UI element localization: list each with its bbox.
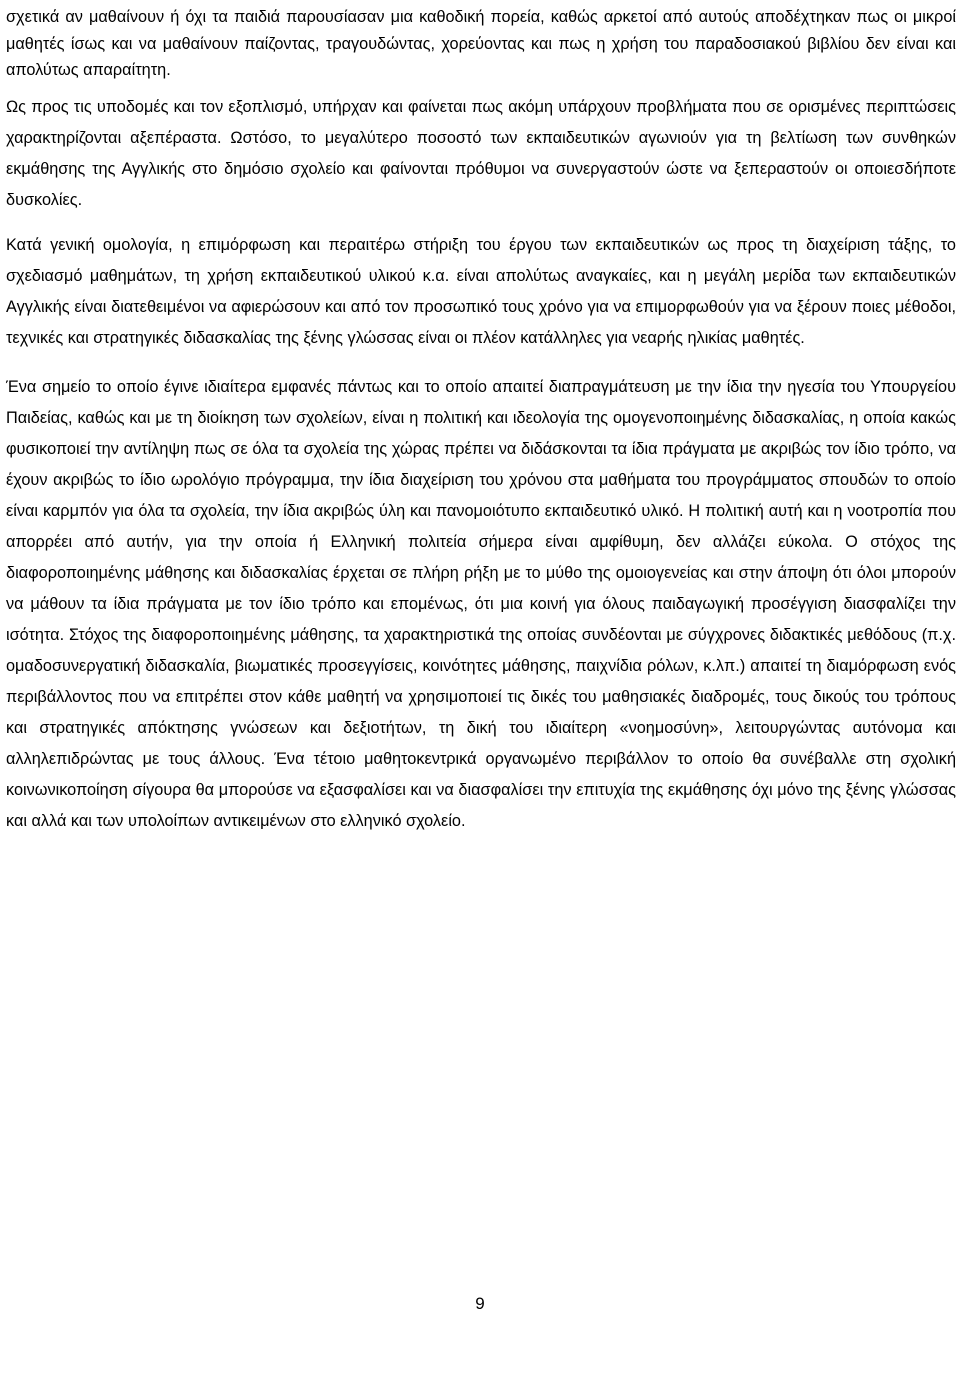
document-page xyxy=(6,4,956,837)
paragraph-2: Ως προς τις υποδομές και τον εξοπλισμό, υπήρχαν και φαίνεται πως ακόμη υπάρχουν προβλήματα που σε ορισμένες περιπτώσεις χαρακτηρίζονται αξεπέραστα. Ωστόσο, το μεγαλύτερο ποσοστό των εκπαιδευτικών αγωνιούν για τη βελτίωση των συνθηκών εκμάθησης της Αγγλικής στο δημόσιο σχολείο και φαίνονται πρόθυμοι να συνεργαστούν ώστε να ξεπεραστούν οι οποιεσδήποτε δυσκολίες. xyxy=(6,97,956,209)
paragraph-1: σχετικά αν μαθαίνουν ή όχι τα παιδιά παρουσίασαν μια καθοδική πορεία, καθώς αρκετοί από αυτούς αποδέχτηκαν πως οι μικροί μαθητές ίσως και να μαθαίνουν παίζοντας, τραγουδώντας, χορεύοντας και πως η χρήση του παραδοσιακού βιβλίου δεν είναι και απολύτως απαραίτητη. xyxy=(6,8,956,79)
paragraph-4: Ένα σημείο το οποίο έγινε ιδιαίτερα εμφανές πάντως και το οποίο απαιτεί διαπραγμάτευση με την ίδια την ηγεσία του Υπουργείου Παιδείας, καθώς και με τη διοίκηση των σχολείων, είναι η πολιτική και ιδεολογία της ομογενοποιημένης διδασκαλίας, η οποία κακώς φυσικοποιεί την αντίληψη πως σε όλα τα σχολεία της χώρας πρέπει να διδάσκονται τα ίδια πράγματα με ακριβώς τον ίδιο τρόπο, να έχουν ακριβώς το ίδιο ωρολόγιο πρόγραμμα, την ίδια διαχείριση του χρόνου στα μαθήματα του προγράμματος σπουδών το οποίο είναι καρμπόν για όλα τα σχολεία, την ίδια ακριβώς ύλη και πανομοιότυπο εκπαιδευτικό υλικό. Η πολιτική αυτή και η νοοτροπία που απορρέει από αυτήν, για την οποία ή Ελληνική πολιτεία σήμερα είναι αμφίθυμη, δεν αλλάζει εύκολα. Ο στόχος της διαφοροποιημένης μάθησης και διδασκαλίας έρχεται σε πλήρη ρήξη με το μύθο της ομοιογενείας και στην άποψη ότι όλοι μπορούν να μάθουν τα ίδια πράγματα με τον ίδιο τρόπο και επομένως, ότι μια κοινή για όλους παιδαγωγική προσέγγιση διασφαλίζει την ισότητα. Στόχος της διαφοροποιημένης μάθησης, τα χαρακτηριστικά της οποίας συνδέονται με σύγχρονες διδακτικές μεθόδους (π.χ. ομαδοσυνεργατική διδασκαλία, βιωματικές προσεγγίσεις, κοινότητες μάθησης, παιχνίδια ρόλων, κ.λπ.) απαιτεί τη διαμόρφωση ενός περιβάλλοντος που να επιτρέπει στον κάθε μαθητή να χρησιμοποιεί τις δικές του μαθησιακές διαδρομές, τους δικούς του τρόπους και στρατηγικές απόκτησης γνώσεων και δεξιοτήτων, τη δική του ιδιαίτερη «νοημοσύνη», λειτουργώντας αυτόνομα και αλληλεπιδρώντας με τους άλλους. Ένα τέτοιο μαθητοκεντρικά οργανωμένο περιβάλλον το οποίο θα συνέβαλλε στη σχολική κοινωνικοποίηση σίγουρα θα μπορούσε να εξασφαλίσει και να διασφαλίσει την επιτυχία της εκμάθησης όχι μόνο της ξένης γλώσσας και αλλά και των υπολοίπων αντικειμένων στο ελληνικό σχολείο. xyxy=(6,377,956,830)
page-number: 9 xyxy=(475,1294,485,1313)
paragraph-3: Κατά γενική ομολογία, η επιμόρφωση και περαιτέρω στήριξη του έργου των εκπαιδευτικών ως προς τη διαχείριση τάξης, το σχεδιασμό μαθημάτων, τη χρήση εκπαιδευτικού υλικού κ.α. είναι απολύτως αναγκαίες, και η μεγάλη μερίδα των εκπαιδευτικών Αγγλικής είναι διατεθειμένοι να αφιερώσουν και από τον προσωπικό τους χρόνο για να επιμορφωθούν για να ξέρουν ποιες μέθοδοι, τεχνικές και στρατηγικές διδασκαλίας της ξένης γλώσσας είναι οι πλέον κατάλληλες για νεαρής ηλικίας μαθητές. xyxy=(6,235,956,347)
